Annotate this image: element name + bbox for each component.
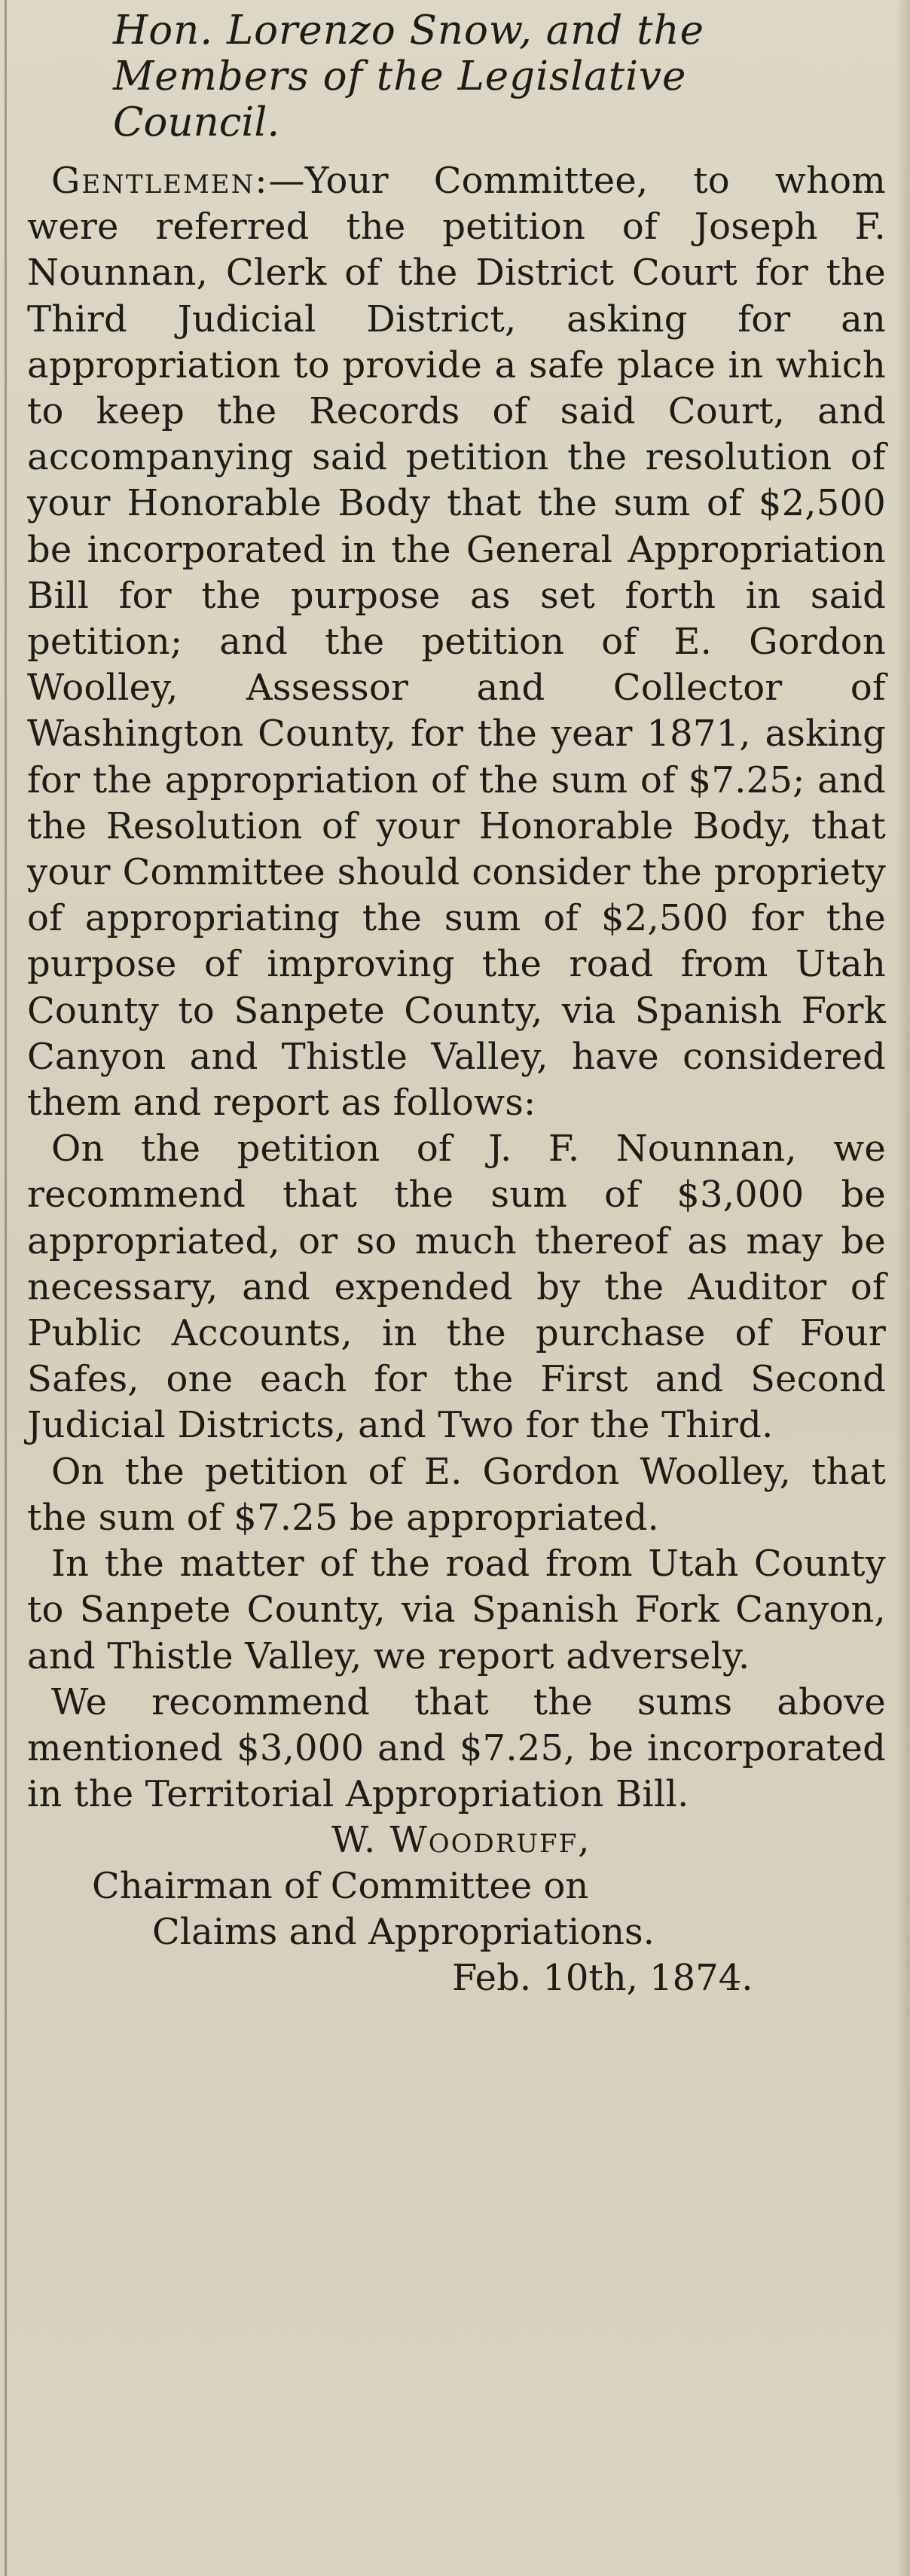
address-line-1: Hon. Lorenzo Snow, and the: [113, 8, 705, 53]
paragraph-woolley: On the petition of E. Gordon Woolley, that the sum of $7.25 be appropriated.: [27, 1450, 886, 1539]
address-line-2: Members of the Legislative: [113, 53, 687, 99]
paragraph-road: In the matter of the road from Utah County to Sanpete County, via Spanish Fork Canyon, and Thistle Valley, we report adversely.: [27, 1543, 886, 1677]
paragraph-recommendation: We recommend that the sums above mentioned $3,000 and $7.25, be incorporated in the Territorial Appropriation Bill.: [27, 1680, 886, 1816]
committee-report: [27, 8, 886, 2001]
report-body: [27, 158, 886, 1818]
signature-title-line-2: Claims and Appropriations.: [152, 1911, 655, 1954]
page-edge-shadow: [896, 0, 910, 2576]
signature-name-line: [27, 1818, 886, 1863]
address-block: [27, 8, 886, 145]
paragraph-opening: [27, 158, 886, 1126]
address-line-3: Council.: [113, 99, 280, 145]
column-rule: [5, 0, 7, 2576]
paragraph-nounnan: On the petition of J. F. Nounnan, we recommend that the sum of $3,000 be appropriated, or so much thereof as may be necessary, and expended by the Auditor of Public Accounts, in the purchase of Four Safes, one each for the First and Second Judicial Districts, and Two for the Third.: [27, 1128, 886, 1447]
report-date: Feb. 10th, 1874.: [452, 1957, 753, 2000]
signature-block: [27, 1818, 886, 2001]
signature-name: W. Woodruff,: [331, 1819, 591, 1862]
signature-title-line-1: Chairman of Committee on: [92, 1865, 589, 1908]
salutation: Gentlemen:: [51, 160, 269, 202]
paragraph-1-text: —Your Committee, to whom were referred the petition of Joseph F. Nounnan, Clerk of the District Court for the Third Judicial District, asking for an appropriation to provide a safe place in which to keep the Records of said Court, and accompanying said petition the resolution of your Honorable Body that the sum of $2,500 be incorporated in the General Appropriation Bill for the purpose as set forth in said petition; and the petition of E. Gordon Woolley, Assessor and Collector of Washington County, for the year 1871, asking for the appropriation of the sum of $7.25; and the Resolution of your Honorable Body, that your Committee should consider the propriety of appropriating the sum of $2,500 for the purpose of improving the road from Utah County to Sanpete County, via Spanish Fork Canyon and Thistle Valley, have considered them and report as follows:: [27, 160, 886, 1125]
